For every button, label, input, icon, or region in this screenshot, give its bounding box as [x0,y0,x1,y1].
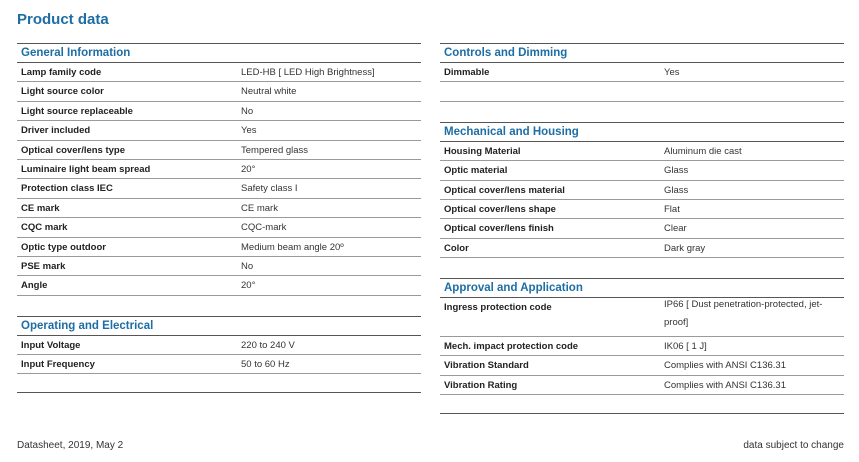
row-value: 220 to 240 V [241,339,295,351]
row-value: IK06 [ 1 J] [664,340,707,352]
general-information-section [17,43,421,296]
row-label: Housing Material [444,145,521,157]
row-value: 20° [241,163,256,175]
section-title: Approval and Application [440,278,844,298]
row-value: Neutral white [241,86,297,98]
row-label: Optic material [444,165,508,177]
row-value: No [241,105,254,117]
table-row [17,141,421,160]
section-title: Controls and Dimming [440,43,844,63]
row-label: Lamp family code [21,67,102,78]
table-row [17,218,421,237]
row-label: PSE mark [21,260,66,272]
left-column [17,43,421,393]
row-value: Flat [664,203,680,215]
table-row [17,102,421,121]
row-label [440,82,664,100]
row-label: Ingress protection code [444,302,552,314]
row-value: Safety class I [241,183,298,195]
table-row [17,199,421,218]
row-value [664,82,844,100]
row-value: CE mark [241,202,278,214]
table-row [440,337,844,356]
row-label: Protection class IEC [21,183,113,195]
row-label: Color [444,242,469,254]
table-row [440,356,844,375]
table-row [17,355,421,374]
row-label: Input Voltage [21,339,81,351]
section-gap [17,296,421,316]
row-value: 50 to 60 Hz [241,359,290,371]
table-row [17,179,421,198]
footer-disclaimer: data subject to change [743,440,844,451]
table-row [440,181,844,200]
row-label: Optical cover/lens type [21,144,126,156]
table-row [17,336,421,355]
table-row [440,200,844,219]
table-row [440,82,844,101]
row-label: Mech. impact protection code [444,340,579,352]
section-title: Operating and Electrical [17,316,421,336]
row-label: Driver included [21,125,91,137]
table-end-line [17,374,421,393]
row-value: Glass [664,165,689,177]
row-label: CQC mark [21,222,68,234]
table-row [17,238,421,257]
row-value: Clear [664,223,687,235]
row-value: Tempered glass [241,144,309,156]
table-row [440,219,844,238]
row-value: Yes [241,125,257,137]
row-value: 20° [241,280,256,292]
row-value: Dark gray [664,242,706,254]
row-value: CQC-mark [241,222,287,234]
row-value: IP66 [ Dust penetration-protected, jet-proof] [664,299,823,329]
table-row [440,161,844,180]
table-row [440,239,844,258]
row-value: Yes [664,67,680,78]
table-row [440,142,844,161]
page-title: Product data [17,11,109,28]
table-end-line [440,395,844,414]
row-label: Dimmable [444,67,490,78]
row-label: CE mark [21,202,60,214]
right-column [440,43,844,414]
row-label: Optic type outdoor [21,241,106,253]
table-row [440,376,844,395]
section-gap [440,102,844,122]
controls-dimming-section [440,43,844,102]
row-label: Vibration Standard [444,360,529,372]
row-value: Complies with ANSI C136.31 [664,379,786,391]
row-value: Medium beam angle 20º [241,241,344,253]
row-label: Input Frequency [21,359,95,371]
footer-date: Datasheet, 2019, May 2 [17,440,124,451]
mechanical-housing-section [440,122,844,258]
table-row [17,63,421,82]
row-value: Aluminum die cast [664,145,742,157]
table-row [440,298,844,337]
table-row [17,276,421,295]
row-value: Complies with ANSI C136.31 [664,360,786,372]
section-title: General Information [17,43,421,63]
row-value: LED-HB [ LED High Brightness] [241,67,375,78]
row-label: Optical cover/lens finish [444,223,554,235]
row-label: Optical cover/lens material [444,184,565,196]
section-gap [440,258,844,278]
table-row [440,63,844,82]
row-label: Vibration Rating [444,379,518,391]
table-row [17,257,421,276]
operating-electrical-section [17,316,421,394]
row-value: Glass [664,184,689,196]
row-label: Light source replaceable [21,105,133,117]
row-label: Light source color [21,86,104,98]
table-row [17,160,421,179]
row-value: No [241,260,254,272]
row-label: Luminaire light beam spread [21,163,151,175]
approval-application-section [440,278,844,414]
table-row [17,121,421,140]
row-label: Angle [21,280,48,292]
section-title: Mechanical and Housing [440,122,844,142]
table-row [17,82,421,101]
row-label: Optical cover/lens shape [444,203,556,215]
